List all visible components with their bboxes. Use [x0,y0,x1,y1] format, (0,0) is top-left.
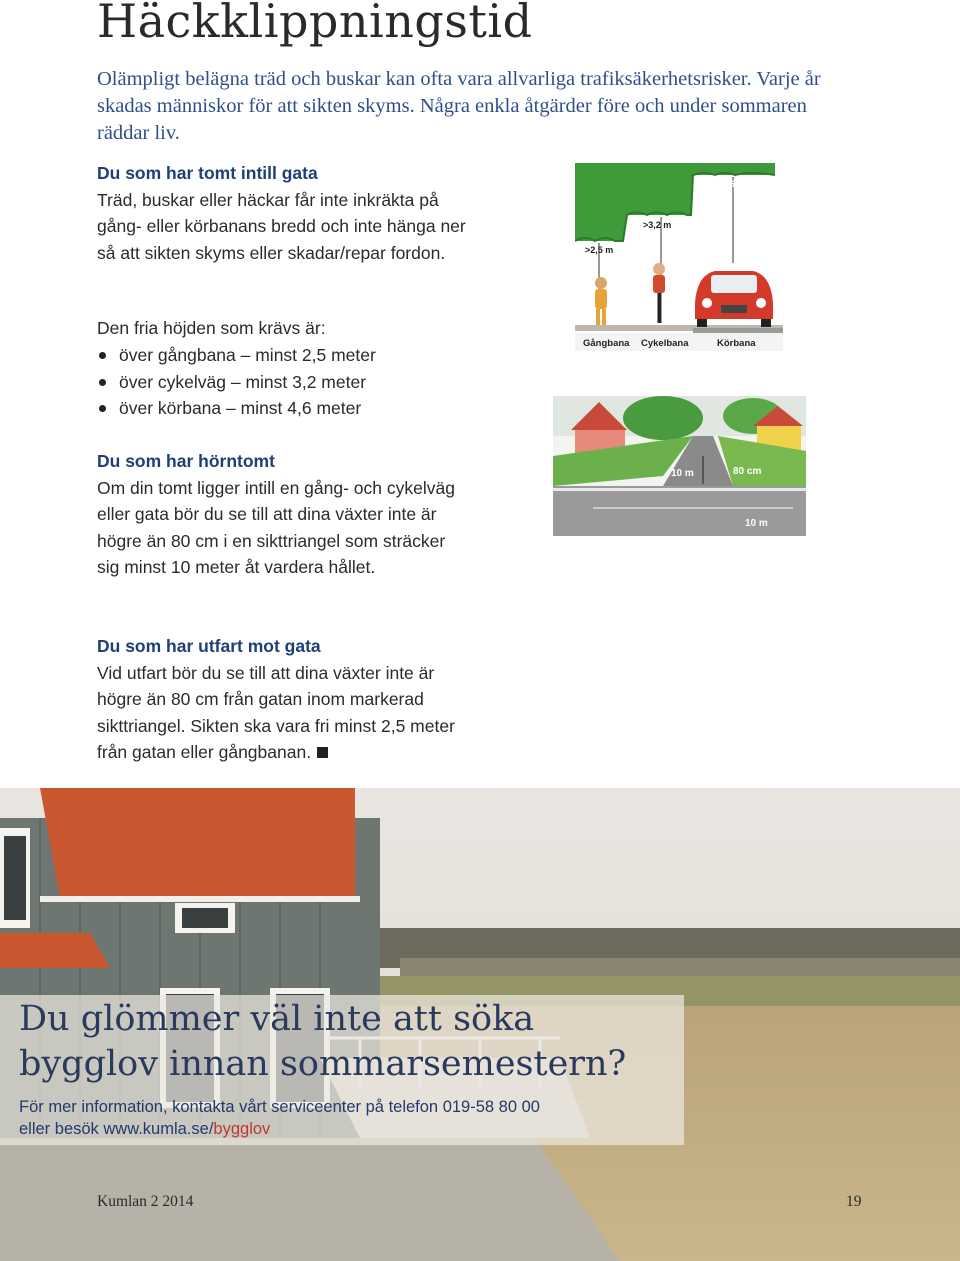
section-text: Träd, buskar eller häckar får inte inkräkta på gång- eller körbanans bredd och inte hänga ner så att sikten skyms eller skadar/repar fordon. [97,189,466,263]
section-horntomt [97,448,467,581]
page-title: Häckklippningstid [97,0,533,48]
height-label-road: >4,6 m [717,179,746,189]
section-heading: Du som har tomt intill gata [97,163,318,183]
intro-paragraph: Olämpligt belägna träd och buskar kan ofta vara allvarliga trafiksäkerhetsrisker. Varje år skadas människor för att sikten skyms. Några enkla åtgärder före och under sommaren räddar liv. [97,68,821,144]
distance-label-left: 10 m [671,468,694,479]
caption-gangbana: Gångbana [583,338,630,349]
bygglov-link[interactable]: bygglov [213,1120,271,1138]
section-heading: Du som har hörntomt [97,451,275,471]
corner-illustration [553,396,806,536]
distance-label-bottom: 10 m [745,518,768,529]
end-mark-icon [317,747,328,758]
height-label-corner: 80 cm [733,466,762,477]
requirements-intro: Den fria höjden som krävs är: [97,318,326,338]
requirements-list [97,342,376,422]
caption-korbana: Körbana [717,338,756,349]
promo-info-line2: eller besök www.kumla.se/ [19,1120,214,1138]
promo-info [19,1096,540,1140]
list-item: över körbana – minst 4,6 meter [97,395,376,422]
height-label-cycle: >3,2 m [643,220,672,230]
list-item: över gångbana – minst 2,5 meter [97,342,376,369]
height-label-pedestrian: >2,5 m [585,245,614,255]
caption-cykelbana: Cykelbana [641,338,689,349]
clearance-illustration [575,163,783,353]
section-text: Vid utfart bör du se till att dina växter inte är högre än 80 cm från gatan inom markerad sikttriangel. Sikten ska vara fri minst 2,5 meter från gatan eller gångbanan. [97,662,455,762]
page-number: 19 [846,1193,862,1210]
promo-title: Du glömmer väl inte att söka bygglov innan sommarsemestern? [19,999,627,1084]
section-heading: Du som har utfart mot gata [97,636,321,656]
section-text: Om din tomt ligger intill en gång- och cykelväg eller gata bör du se till att dina växter inte är högre än 80 cm i en sikttriangel som sträcker sig minst 10 meter åt vardera hållet. [97,477,455,577]
promo-info-line1: För mer information, kontakta vårt serviceenter på telefon 019-58 80 00 [19,1098,540,1116]
footer-publication: Kumlan 2 2014 [97,1193,194,1210]
section-utfart [97,633,462,766]
section-tomt-intill-gata [97,160,477,266]
list-item: över cykelväg – minst 3,2 meter [97,369,376,396]
